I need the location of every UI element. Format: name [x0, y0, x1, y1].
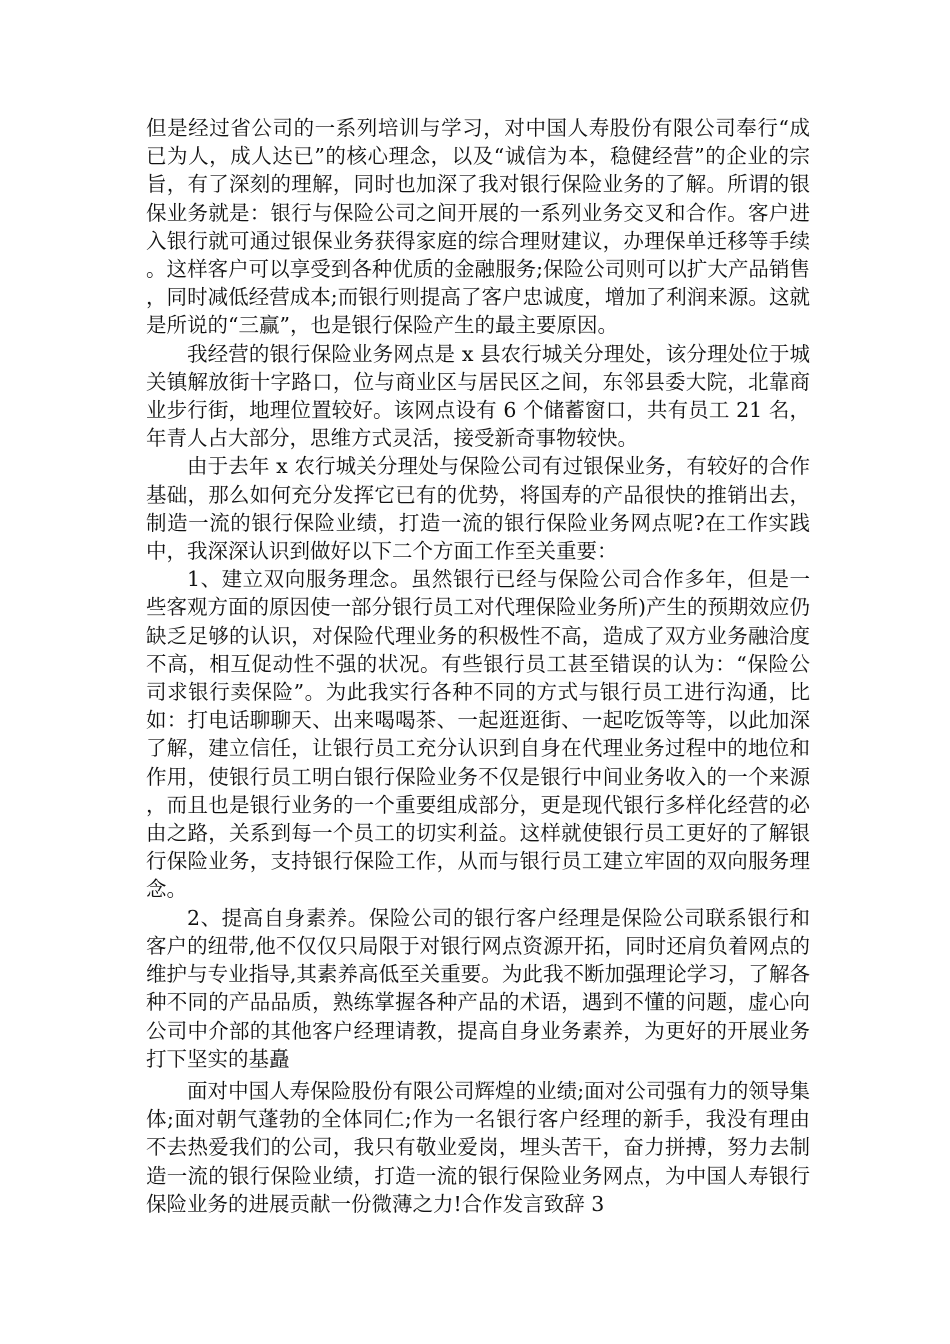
- paragraph-conclusion: 面对中国人寿保险股份有限公司辉煌的业绩;面对公司强有力的领导集体;面对朝气蓬勃的全体同仁;作为一名银行客户经理的新手，我没有理由不去热爱我们的公司，我只有敬业爱岗，埋头苦干，奋力拼搏，努力去制造一流的银行保险业绩，打造一流的银行保险业务网点，为中国人寿银行保险业务的进展贡献一份微薄之力!合作发言致辞 3: [146, 1078, 810, 1216]
- paragraph-branch-description: 我经营的银行保险业务网点是 x 县农行城关分理处，该分理处位于城关镇解放街十字路口，位与商业区与居民区之间，东邻县委大院，北靠商业步行街，地理位置较好。该网点设有 6 个储蓄窗口，共有员工 21 名，年青人占大部分，思维方式灵活，接受新奇事物较快。: [146, 341, 810, 451]
- paragraph-self-improvement: 2、提高自身素养。保险公司的银行客户经理是保险公司联系银行和客户的纽带,他不仅仅只局限于对银行网点资源开拓，同时还肩负着网点的维护与专业指导,其素养高低至关重要。为此我不断加强理论学习，了解各种不同的产品品质，熟练掌握各种产品的术语，遇到不懂的问题，虚心向公司中介部的其他客户经理请教，提高自身业务素养，为更好的开展业务打下坚实的基矗: [146, 905, 810, 1071]
- paragraph-two-way-service: 1、建立双向服务理念。虽然银行已经与保险公司合作多年，但是一些客观方面的原因使一部分银行员工对代理保险业务所)产生的预期效应仍缺乏足够的认识，对保险代理业务的积极性不高，造成了双方业务融洽度不高，相互促动性不强的状况。有些银行员工甚至错误的认为：“保险公司求银行卖保险”。为此我实行各种不同的方式与银行员工进行沟通，比如：打电话聊聊天、出来喝喝茶、一起逛逛街、一起吃饭等等，以此加深了解，建立信任，让银行员工充分认识到自身在代理业务过程中的地位和作用，使银行员工明白银行保险业务不仅是银行中间业务收入的一个来源，而且也是银行业务的一个重要组成部分，更是现代银行多样化经营的必由之路，关系到每一个员工的切实利益。这样就使银行员工更好的了解银行保险业务，支持银行保险工作，从而与银行员工建立牢固的双向服务理念。: [146, 567, 810, 902]
- paragraph-bancassurance-intro: 但是经过省公司的一系列培训与学习，对中国人寿股份有限公司奉行“成已为人，成人达已”的核心理念，以及“诚信为本，稳健经营”的企业的宗旨，有了深刻的理解，同时也加深了我对银行保险业务的了解。所谓的银保业务就是：银行与保险公司之间开展的一系列业务交叉和合作。客户进入银行就可通过银保业务获得家庭的综合理财建议，办理保单迁移等手续。这样客户可以享受到各种优质的金融服务;保险公司则可以扩大产品销售，同时减低经营成本;而银行则提高了客户忠诚度，增加了利润来源。这就是所说的“三赢”，也是银行保险产生的最主要原因。: [146, 116, 810, 338]
- document-body: [146, 114, 810, 1218]
- paragraph-cooperation-basis: 由于去年 x 农行城关分理处与保险公司有过银保业务，有较好的合作基础，那么如何充分发挥它已有的优势，将国寿的产品很快的推销出去，制造一流的银行保险业绩，打造一流的银行保险业务网点呢?在工作实践中，我深深认识到做好以下二个方面工作至关重要：: [146, 454, 810, 564]
